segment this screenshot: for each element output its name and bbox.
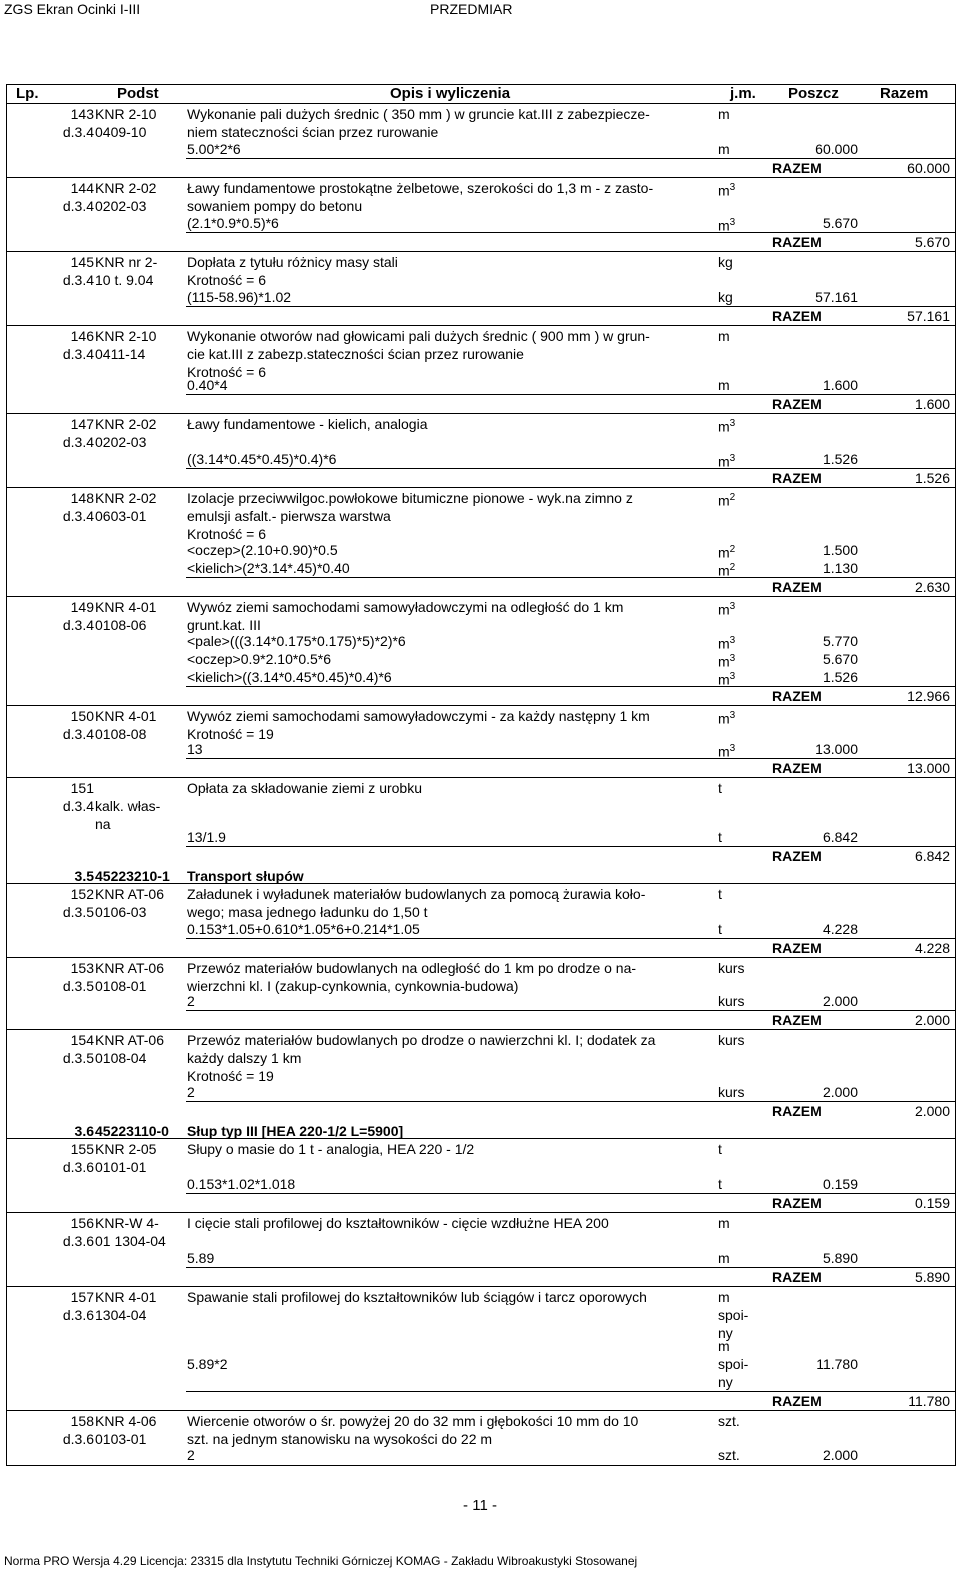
item-podstawa: 0103-01 xyxy=(95,1431,147,1447)
item-lp: 152 xyxy=(70,886,94,902)
row-divider xyxy=(6,883,956,884)
calc-unit: m xyxy=(718,1250,730,1266)
razem-label: RAZEM xyxy=(772,1012,822,1028)
razem-value: 1.526 xyxy=(914,470,950,486)
row-divider xyxy=(6,251,956,252)
calc-expression: 5.89 xyxy=(187,1250,215,1266)
app-title: ZGS Ekran Ocinki I-III xyxy=(4,1,141,17)
item-description: Załadunek i wyładunek materiałów budowlanych za pomocą żurawia koło- xyxy=(187,886,646,902)
calc-value: 5.890 xyxy=(822,1250,858,1266)
page-number: - 11 - xyxy=(463,1497,497,1514)
calc-expression: 13 xyxy=(187,741,203,757)
razem-label: RAZEM xyxy=(772,1269,822,1285)
section-number: 3.6 xyxy=(74,1123,94,1139)
razem-label: RAZEM xyxy=(772,396,822,412)
item-description: każdy dalszy 1 km xyxy=(187,1050,302,1066)
item-podstawa: kalk. włas- xyxy=(95,798,161,814)
item-description: sowaniem pompy do betonu xyxy=(187,198,363,214)
item-description: emulsji asfalt.- pierwsza warstwa xyxy=(187,508,391,524)
document-title: PRZEDMIAR xyxy=(430,1,513,17)
col-header-poszcz: Poszcz xyxy=(788,85,839,102)
item-lp: 145 xyxy=(70,254,94,270)
row-divider xyxy=(186,158,956,159)
item-lp: d.3.4 xyxy=(62,124,94,140)
calc-unit: kurs xyxy=(718,1084,745,1100)
item-unit: m xyxy=(718,1289,730,1305)
calc-value: 1.600 xyxy=(822,377,858,393)
item-description: Spawanie stali profilowej do kształtowników lub ściągów i tarcz oporowych xyxy=(187,1289,647,1305)
calc-unit: $m^3$ xyxy=(718,635,736,652)
item-description: Wywóz ziemi samochodami samowyładowczymi na odległość do 1 km xyxy=(187,599,624,615)
item-unit: $m^3$ xyxy=(718,418,736,435)
item-podstawa: 0411-14 xyxy=(95,346,146,362)
row-divider xyxy=(186,232,956,233)
item-lp: d.3.4 xyxy=(62,798,94,814)
row-divider xyxy=(6,596,956,597)
razem-label: RAZEM xyxy=(772,1103,822,1119)
calc-value: 2.000 xyxy=(822,993,858,1009)
row-divider xyxy=(6,325,956,326)
razem-value: 2.630 xyxy=(914,579,950,595)
calc-unit: szt. xyxy=(718,1447,740,1463)
row-divider xyxy=(186,394,956,395)
row-divider xyxy=(6,177,956,178)
calc-unit: spoi- xyxy=(718,1356,749,1372)
item-podstawa: 0202-03 xyxy=(95,198,147,214)
item-lp: 154 xyxy=(70,1032,94,1048)
calc-unit: ny xyxy=(718,1374,733,1390)
item-lp: d.3.6 xyxy=(62,1307,94,1323)
section-title: Transport słupów xyxy=(187,868,304,884)
row-divider xyxy=(6,1410,956,1411)
calc-value: 60.000 xyxy=(815,141,858,157)
item-unit: $m^3$ xyxy=(718,710,736,727)
item-description: Ławy fundamentowe - kielich, analogia xyxy=(187,416,428,432)
calc-unit: kurs xyxy=(718,993,745,1009)
item-podstawa: KNR AT-06 xyxy=(95,1032,164,1048)
item-description: Przewóz materiałów budowlanych na odległość do 1 km po drodze o na- xyxy=(187,960,637,976)
razem-value: 60.000 xyxy=(907,160,950,176)
row-divider xyxy=(186,758,956,759)
item-podstawa: 0409-10 xyxy=(95,124,147,140)
item-unit: $m^3$ xyxy=(718,601,736,618)
calc-expression: 0.153*1.02*1.018 xyxy=(187,1176,296,1192)
item-podstawa: na xyxy=(95,816,111,832)
row-divider xyxy=(186,468,956,469)
calc-value: 13.000 xyxy=(815,741,858,757)
razem-label: RAZEM xyxy=(772,1195,822,1211)
item-lp: 156 xyxy=(70,1215,94,1231)
row-divider xyxy=(186,1193,956,1194)
row-divider xyxy=(6,413,956,414)
razem-value: 2.000 xyxy=(914,1103,950,1119)
razem-value: 11.780 xyxy=(908,1393,950,1409)
item-podstawa: KNR 4-01 xyxy=(95,708,157,724)
row-divider xyxy=(186,1010,956,1011)
razem-label: RAZEM xyxy=(772,940,822,956)
item-description: Krotność = 6 xyxy=(187,526,266,542)
calc-value: 2.000 xyxy=(822,1447,858,1463)
razem-value: 12.966 xyxy=(907,688,950,704)
calc-unit: m xyxy=(718,141,730,157)
item-unit: m xyxy=(718,1215,730,1231)
section-number: 3.5 xyxy=(74,868,94,884)
item-podstawa: 0108-01 xyxy=(95,978,147,994)
item-description: cie kat.III z zabezp.stateczności ścian przez rurowanie xyxy=(187,346,524,362)
razem-label: RAZEM xyxy=(772,579,822,595)
calc-unit: t xyxy=(718,921,722,937)
col-header-razem: Razem xyxy=(880,85,929,102)
item-lp: d.3.5 xyxy=(62,904,94,920)
item-podstawa: 1304-04 xyxy=(95,1307,147,1323)
calc-value: 0.159 xyxy=(822,1176,858,1192)
footer-bar xyxy=(0,1550,960,1574)
razem-label: RAZEM xyxy=(772,160,822,176)
razem-value: 4.228 xyxy=(914,940,950,956)
calc-value: 5.670 xyxy=(822,651,858,667)
razem-value: 2.000 xyxy=(914,1012,950,1028)
item-podstawa: KNR-W 4- xyxy=(95,1215,159,1231)
item-lp: d.3.6 xyxy=(62,1431,94,1447)
row-divider xyxy=(6,1286,956,1287)
item-unit: spoi- xyxy=(718,1307,749,1323)
item-lp: d.3.4 xyxy=(62,434,94,450)
razem-label: RAZEM xyxy=(772,234,822,250)
item-unit: ny xyxy=(718,1325,733,1341)
razem-value: 6.842 xyxy=(914,848,950,864)
calc-value: 5.670 xyxy=(822,215,858,231)
calc-expression: (2.1*0.9*0.5)*6 xyxy=(187,215,279,231)
calc-unit: t xyxy=(718,1176,722,1192)
item-description: szt. na jednym stanowisku na wysokości do 22 m xyxy=(187,1431,493,1447)
calc-expression: <kielich>((3.14*0.45*0.45)*0.4)*6 xyxy=(187,669,392,685)
calc-expression: 13/1.9 xyxy=(187,829,226,845)
razem-value: 5.890 xyxy=(914,1269,950,1285)
item-podstawa: 10 t. 9.04 xyxy=(95,272,154,288)
razem-value: 5.670 xyxy=(914,234,950,250)
item-lp: 144 xyxy=(70,180,94,196)
section-title: Słup typ III [HEA 220-1/2 L=5900] xyxy=(187,1123,404,1139)
razem-label: RAZEM xyxy=(772,848,822,864)
calc-expression: <oczep>(2.10+0.90)*0.5 xyxy=(187,542,338,558)
razem-label: RAZEM xyxy=(772,688,822,704)
item-podstawa: KNR 2-02 xyxy=(95,416,157,432)
razem-value: 57.161 xyxy=(907,308,950,324)
item-lp: d.3.4 xyxy=(62,617,94,633)
col-header-lp: Lp. xyxy=(16,85,39,102)
razem-label: RAZEM xyxy=(772,470,822,486)
item-description: niem stateczności ścian przez rurowanie xyxy=(187,124,439,140)
calc-unit: $m^2$ xyxy=(718,544,736,561)
item-description: Opłata za składowanie ziemi z urobku xyxy=(187,780,423,796)
section-code: 45223210-1 xyxy=(95,868,170,884)
item-podstawa: KNR 4-01 xyxy=(95,599,157,615)
item-unit: m xyxy=(718,106,730,122)
item-lp: 155 xyxy=(70,1141,94,1157)
item-description: Krotność = 19 xyxy=(187,1068,274,1084)
calc-unit: t xyxy=(718,829,722,845)
item-description: Wykonanie otworów nad głowicami pali dużych średnic ( 900 mm ) w grun- xyxy=(187,328,650,344)
item-lp: d.3.4 xyxy=(62,272,94,288)
item-description: Dopłata z tytułu różnicy masy stali xyxy=(187,254,398,270)
calc-unit: $m^3$ xyxy=(718,453,736,470)
calc-unit: m xyxy=(718,377,730,393)
row-divider xyxy=(6,957,956,958)
row-divider xyxy=(186,846,956,847)
item-podstawa: KNR nr 2- xyxy=(95,254,158,270)
calc-unit: m xyxy=(718,1338,730,1354)
item-lp: 149 xyxy=(70,599,94,615)
calc-expression: 5.00*2*6 xyxy=(187,141,241,157)
item-description: Wykonanie pali dużych średnic ( 350 mm ) w gruncie kat.III z zabezpiecze- xyxy=(187,106,650,122)
item-podstawa: KNR 4-06 xyxy=(95,1413,157,1429)
col-header-jm: j.m. xyxy=(730,85,756,102)
item-description: Krotność = 19 xyxy=(187,726,274,742)
item-lp: 150 xyxy=(70,708,94,724)
calc-expression: (115-58.96)*1.02 xyxy=(187,289,292,305)
item-podstawa: KNR AT-06 xyxy=(95,886,164,902)
calc-value: 1.500 xyxy=(822,542,858,558)
row-divider xyxy=(186,1267,956,1268)
item-podstawa: 0108-06 xyxy=(95,617,147,633)
item-lp: d.3.6 xyxy=(62,1233,94,1249)
calc-expression: 0.153*1.05+0.610*1.05*6+0.214*1.05 xyxy=(187,921,420,937)
item-podstawa: KNR 2-05 xyxy=(95,1141,157,1157)
item-lp: d.3.6 xyxy=(62,1159,94,1175)
row-divider xyxy=(186,1101,956,1102)
item-description: wierzchni kl. I (zakup-cynkownia, cynkownia-budowa) xyxy=(187,978,519,994)
item-lp: 153 xyxy=(70,960,94,976)
col-header-opis: Opis i wyliczenia xyxy=(390,85,511,102)
calc-unit: kg xyxy=(718,289,733,305)
item-description: Przewóz materiałów budowlanych po drodze o nawierzchni kl. I; dodatek za xyxy=(187,1032,656,1048)
calc-unit: $m^3$ xyxy=(718,653,736,670)
item-lp: 143 xyxy=(70,106,94,122)
calc-unit: $m^3$ xyxy=(718,217,736,234)
item-description: I cięcie stali profilowej do kształtowników - cięcie wzdłużne HEA 200 xyxy=(187,1215,609,1231)
calc-value: 1.130 xyxy=(822,560,858,576)
item-lp: d.3.4 xyxy=(62,198,94,214)
item-lp: d.3.4 xyxy=(62,726,94,742)
calc-expression: 2 xyxy=(187,1447,195,1463)
item-podstawa: KNR 2-02 xyxy=(95,490,157,506)
calc-value: 11.780 xyxy=(816,1356,858,1372)
row-divider xyxy=(186,577,956,578)
item-podstawa: KNR 4-01 xyxy=(95,1289,157,1305)
item-lp: 148 xyxy=(70,490,94,506)
item-lp: 151 xyxy=(70,780,94,796)
row-divider xyxy=(6,705,956,706)
calc-unit: $m^3$ xyxy=(718,671,736,688)
item-podstawa: 01 1304-04 xyxy=(95,1233,166,1249)
row-divider xyxy=(6,1138,956,1139)
item-description: Izolacje przeciwwilgoc.powłokowe bitumiczne pionowe - wyk.na zimno z xyxy=(187,490,633,506)
calc-value: 4.228 xyxy=(822,921,858,937)
razem-value: 13.000 xyxy=(907,760,950,776)
calc-value: 6.842 xyxy=(822,829,858,845)
item-lp: d.3.4 xyxy=(62,346,94,362)
razem-value: 0.159 xyxy=(914,1195,950,1211)
calc-expression: 5.89*2 xyxy=(187,1356,228,1372)
footer-license-text: Norma PRO Wersja 4.29 Licencja: 23315 dla Instytutu Techniki Górniczej KOMAG - Zakładu Wibroakustyki Stosowanej xyxy=(4,1554,638,1568)
item-podstawa: 0603-01 xyxy=(95,508,147,524)
row-divider xyxy=(6,1029,956,1030)
item-podstawa: KNR AT-06 xyxy=(95,960,164,976)
item-podstawa: 0108-04 xyxy=(95,1050,147,1066)
item-podstawa: 0108-08 xyxy=(95,726,147,742)
item-lp: 146 xyxy=(70,328,94,344)
row-divider xyxy=(186,938,956,939)
row-divider xyxy=(186,1391,956,1392)
section-code: 45223110-0 xyxy=(95,1123,169,1139)
item-podstawa: KNR 2-10 xyxy=(95,106,157,122)
item-unit: t xyxy=(718,886,722,902)
calc-unit: $m^2$ xyxy=(718,562,736,579)
col-header-podst: Podst xyxy=(117,85,159,102)
item-description: Słupy o masie do 1 t - analogia, HEA 220 - 1/2 xyxy=(187,1141,475,1157)
calc-value: 1.526 xyxy=(822,669,858,685)
row-divider xyxy=(6,1212,956,1213)
calc-value: 1.526 xyxy=(822,451,858,467)
calc-expression: 2 xyxy=(187,1084,195,1100)
item-description: Krotność = 6 xyxy=(187,364,266,380)
item-unit: t xyxy=(718,1141,722,1157)
item-lp: d.3.4 xyxy=(62,508,94,524)
item-unit: $m^2$ xyxy=(718,492,736,509)
razem-label: RAZEM xyxy=(772,760,822,776)
item-lp: d.3.5 xyxy=(62,978,94,994)
row-divider xyxy=(186,686,956,687)
item-description: Krotność = 6 xyxy=(187,272,266,288)
item-description: wego; masa jednego ładunku do 1,50 t xyxy=(187,904,428,920)
item-lp: 158 xyxy=(70,1413,94,1429)
calc-expression: 0.40*4 xyxy=(187,377,228,393)
item-unit: m xyxy=(718,328,730,344)
razem-label: RAZEM xyxy=(772,308,822,324)
calc-expression: ((3.14*0.45*0.45)*0.4)*6 xyxy=(187,451,337,467)
item-podstawa: 0101-01 xyxy=(95,1159,147,1175)
item-lp: 157 xyxy=(70,1289,94,1305)
item-unit: kurs xyxy=(718,1032,745,1048)
item-unit: kurs xyxy=(718,960,745,976)
item-description: Wiercenie otworów o śr. powyżej 20 do 32 mm i głębokości 10 mm do 10 xyxy=(187,1413,639,1429)
row-divider xyxy=(6,777,956,778)
item-podstawa: KNR 2-02 xyxy=(95,180,157,196)
item-lp: d.3.5 xyxy=(62,1050,94,1066)
item-unit: kg xyxy=(718,254,733,270)
calc-value: 2.000 xyxy=(822,1084,858,1100)
item-lp: 147 xyxy=(70,416,94,432)
calc-unit: $m^3$ xyxy=(718,743,736,760)
row-divider xyxy=(6,487,956,488)
item-podstawa: 0106-03 xyxy=(95,904,147,920)
item-podstawa: KNR 2-10 xyxy=(95,328,157,344)
calc-value: 57.161 xyxy=(815,289,858,305)
item-unit: $m^3$ xyxy=(718,182,736,199)
calc-expression: <kielich>(2*3.14*.45)*0.40 xyxy=(187,560,350,576)
item-description: grunt.kat. III xyxy=(187,617,261,633)
item-podstawa: 0202-03 xyxy=(95,434,147,450)
calc-expression: 2 xyxy=(187,993,195,1009)
razem-label: RAZEM xyxy=(772,1393,822,1409)
calc-expression: <pale>(((3.14*0.175*0.175)*5)*2)*6 xyxy=(187,633,406,649)
razem-value: 1.600 xyxy=(914,396,950,412)
calc-value: 5.770 xyxy=(822,633,858,649)
item-description: Ławy fundamentowe prostokątne żelbetowe, szerokości do 1,3 m - z zasto- xyxy=(187,180,654,196)
item-unit: szt. xyxy=(718,1413,740,1429)
item-description: Wywóz ziemi samochodami samowyładowczymi - za każdy następny 1 km xyxy=(187,708,650,724)
row-divider xyxy=(186,306,956,307)
calc-expression: <oczep>0.9*2.10*0.5*6 xyxy=(187,651,332,667)
item-unit: t xyxy=(718,780,722,796)
